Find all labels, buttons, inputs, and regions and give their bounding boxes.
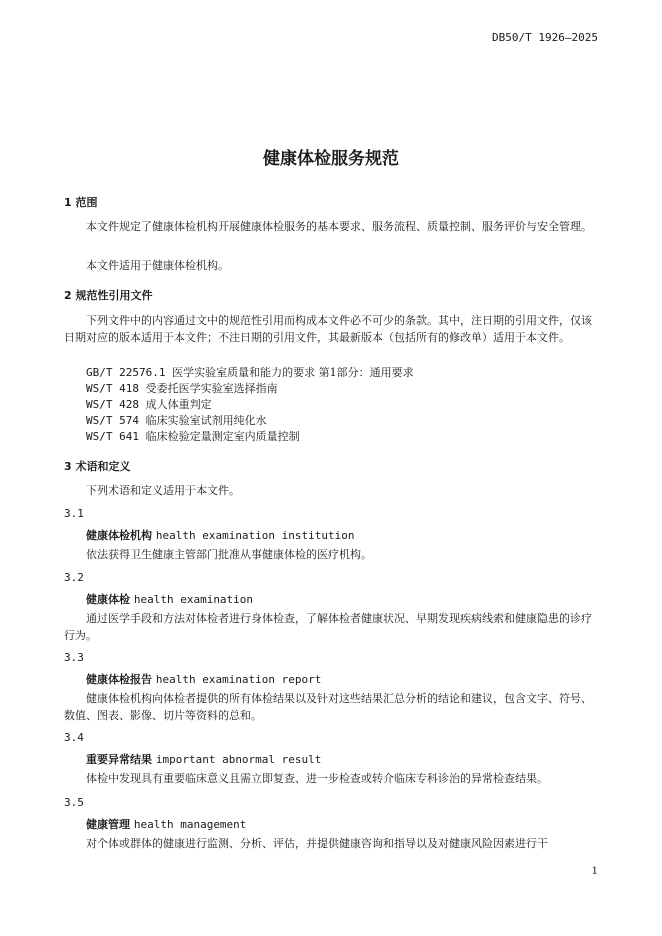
reference-item: GB/T 22576.1 医学实验室质量和能力的要求 第1部分：通用要求 — [86, 366, 414, 379]
document-title: 健康体检服务规范 — [263, 149, 399, 169]
reference-item: WS/T 418 受委托医学实验室选择指南 — [86, 382, 278, 395]
term-title: 健康体检报告 health examination report — [86, 673, 322, 686]
term-title: 健康体检 health examination — [86, 593, 254, 606]
term-title: 健康体检机构 health examination institution — [86, 529, 355, 542]
section-1-heading: 1 范围 — [64, 196, 98, 209]
term-title: 健康管理 health management — [86, 818, 247, 831]
term-title: 重要异常结果 important abnormal result — [86, 753, 322, 766]
term-definition: 对个体或群体的健康进行监测、分析、评估，并提供健康咨询和指导以及对健康风险因素进行干 — [86, 837, 548, 850]
term-definition: 依法获得卫生健康主管部门批准从事健康体检的医疗机构。 — [86, 548, 372, 561]
section-3-heading: 3 术语和定义 — [64, 460, 131, 473]
term-number: 3.5 — [64, 796, 84, 809]
section-2-paragraph-1: 下列文件中的内容通过文中的规范性引用而构成本文件必不可少的条款。其中，注日期的引用文件，仅该日期对应的版本适用于本文件；不注日期的引用文件，其最新版本（包括所有的修改单）适用于本文件。 — [64, 314, 592, 344]
term-number: 3.3 — [64, 651, 84, 664]
term-number: 3.2 — [64, 571, 84, 584]
term-number: 3.4 — [64, 731, 84, 744]
term-definition: 健康体检机构向体检者提供的所有体检结果以及针对这些结果汇总分析的结论和建议，包含文字、符号、数值、图表、影像、切片等资料的总和。 — [64, 692, 592, 722]
reference-item: WS/T 641 临床检验定量测定室内质量控制 — [86, 430, 300, 443]
term-definition: 通过医学手段和方法对体检者进行身体检查，了解体检者健康状况、早期发现疾病线索和健康隐患的诊疗行为。 — [64, 612, 592, 642]
reference-item: WS/T 428 成人体重判定 — [86, 398, 212, 411]
section-1-paragraph-2: 本文件适用于健康体检机构。 — [86, 259, 229, 272]
reference-item: WS/T 574 临床实验室试剂用纯化水 — [86, 414, 267, 427]
term-definition: 体检中发现具有重要临床意义且需立即复查、进一步检查或转介临床专科诊治的异常检查结果。 — [86, 772, 548, 785]
section-3-intro: 下列术语和定义适用于本文件。 — [86, 484, 240, 497]
page-number: 1 — [591, 866, 598, 877]
standard-code: DB50/T 1926—2025 — [492, 31, 598, 44]
section-2-heading: 2 规范性引用文件 — [64, 289, 153, 302]
term-number: 3.1 — [64, 507, 84, 520]
section-1-paragraph-1: 本文件规定了健康体检机构开展健康体检服务的基本要求、服务流程、质量控制、服务评价与安全管理。 — [86, 220, 592, 233]
